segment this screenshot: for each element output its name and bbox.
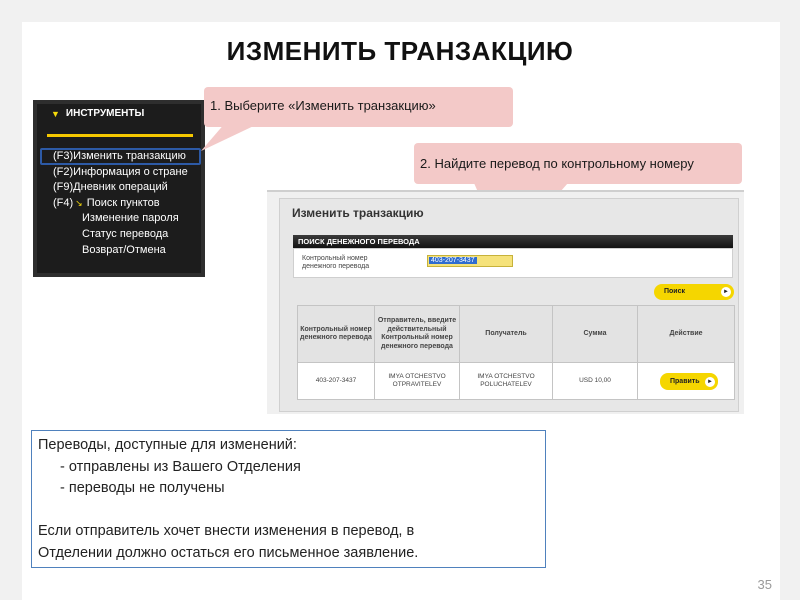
menu-item-edit-transaction[interactable]: (F3)Изменить транзакцию — [53, 150, 186, 162]
info-line: Переводы, доступные для изменений: — [38, 437, 297, 453]
control-number-label: Контрольный номер денежного перевода — [302, 255, 370, 270]
slide-title: ИЗМЕНИТЬ ТРАНЗАКЦИЮ — [226, 36, 574, 66]
cell-receiver: IMYA OTCHESTVO POLUCHATELEV — [460, 363, 553, 400]
search-section — [293, 248, 733, 278]
column-header-receiver: Получатель — [460, 306, 553, 363]
column-header-action: Действие — [638, 306, 735, 363]
page-title: Изменить транзакцию — [292, 206, 424, 220]
menu-item-label: Поиск пунктов — [86, 196, 160, 209]
info-line: Если отправитель хочет внести изменения в перевод, в — [38, 523, 415, 539]
column-header-amount: Сумма — [553, 306, 638, 363]
search-button-label: Поиск — [664, 288, 686, 295]
cell-control-number: 403-207-3437 — [298, 363, 375, 400]
search-button[interactable] — [654, 284, 734, 300]
menu-item-operations-log[interactable]: (F9)Дневник операций — [53, 181, 168, 194]
menu-item-change-password[interactable]: Изменение пароля — [82, 212, 179, 225]
info-spacer — [38, 500, 539, 522]
callout-step1: 1. Выберите «Изменить транзакцию» — [204, 87, 513, 127]
menu-item-refund-cancel[interactable]: Возврат/Отмена — [82, 243, 166, 256]
control-number-input[interactable] — [427, 255, 513, 267]
menu-item-country-info[interactable]: (F2)Информация о стране — [53, 165, 188, 178]
column-header-control-number: Контрольный номер денежного перевода — [298, 306, 375, 363]
edit-button-label: Править — [670, 378, 700, 385]
arrow-right-icon: ► — [705, 377, 715, 387]
column-header-sender: Отправитель, введите действительный Контрольный номер денежного перевода — [375, 306, 460, 363]
app-panel — [279, 198, 739, 412]
cell-amount: USD 10,00 — [553, 363, 638, 400]
callout-step2: 2. Найдите перевод по контрольному номеру — [414, 143, 742, 184]
app-screenshot — [267, 190, 744, 414]
table-header-row — [298, 306, 735, 363]
info-box — [31, 430, 546, 568]
arrow-right-icon: ► — [721, 287, 731, 297]
info-line: Отделении должно остаться его письменное заявление. — [38, 544, 419, 561]
search-section-header: ПОИСК ДЕНЕЖНОГО ПЕРЕВОДА — [293, 235, 733, 248]
tools-header-label: ИНСТРУМЕНТЫ — [65, 108, 145, 119]
triangle-down-icon: ▼ — [51, 108, 60, 119]
edit-button[interactable] — [660, 373, 718, 390]
info-bullet: - отправлены из Вашего Отделения — [60, 458, 301, 475]
menu-item-hotkey: (F4) — [53, 196, 74, 209]
cell-sender: IMYA OTCHESTVO OTPRAVITELEV — [375, 363, 460, 400]
page-number: 35 — [757, 577, 772, 592]
arrow-icon: ↘ — [75, 197, 83, 208]
info-bullet: - переводы не получены — [60, 480, 225, 496]
control-number-value: 403-207-3437 — [431, 257, 475, 264]
menu-item-transfer-status[interactable]: Статус перевода — [82, 227, 169, 240]
